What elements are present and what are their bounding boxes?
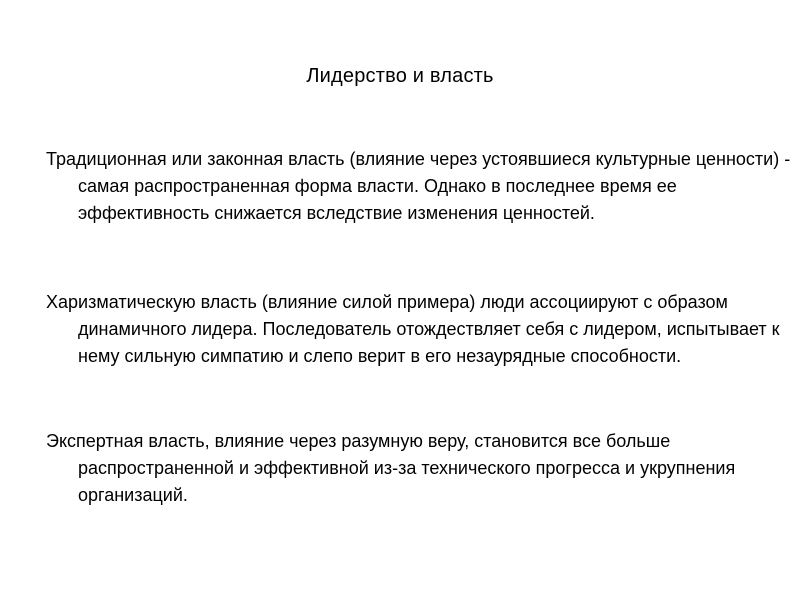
paragraph-charismatic-power: Харизматическую власть (влияние силой примера) люди ассоциируют с образом динамичного лидера. Последователь отождествляет себя с лидером, испытывает к нему сильную симпатию и слепо верит в его незаурядные способности.: [46, 292, 780, 366]
slide-title: Лидерство и власть: [306, 65, 494, 87]
paragraph-expert-power: Экспертная власть, влияние через разумную веру, становится все больше распространенной и эффективной из-за технического прогресса и укрупнения организаций.: [46, 431, 736, 505]
paragraph-traditional-power: Традиционная или законная власть (влияние через устоявшиеся культурные ценности) - самая распространенная форма власти. Однако в последнее время ее эффективность снижается вследствие изменения ценностей.: [46, 149, 791, 223]
